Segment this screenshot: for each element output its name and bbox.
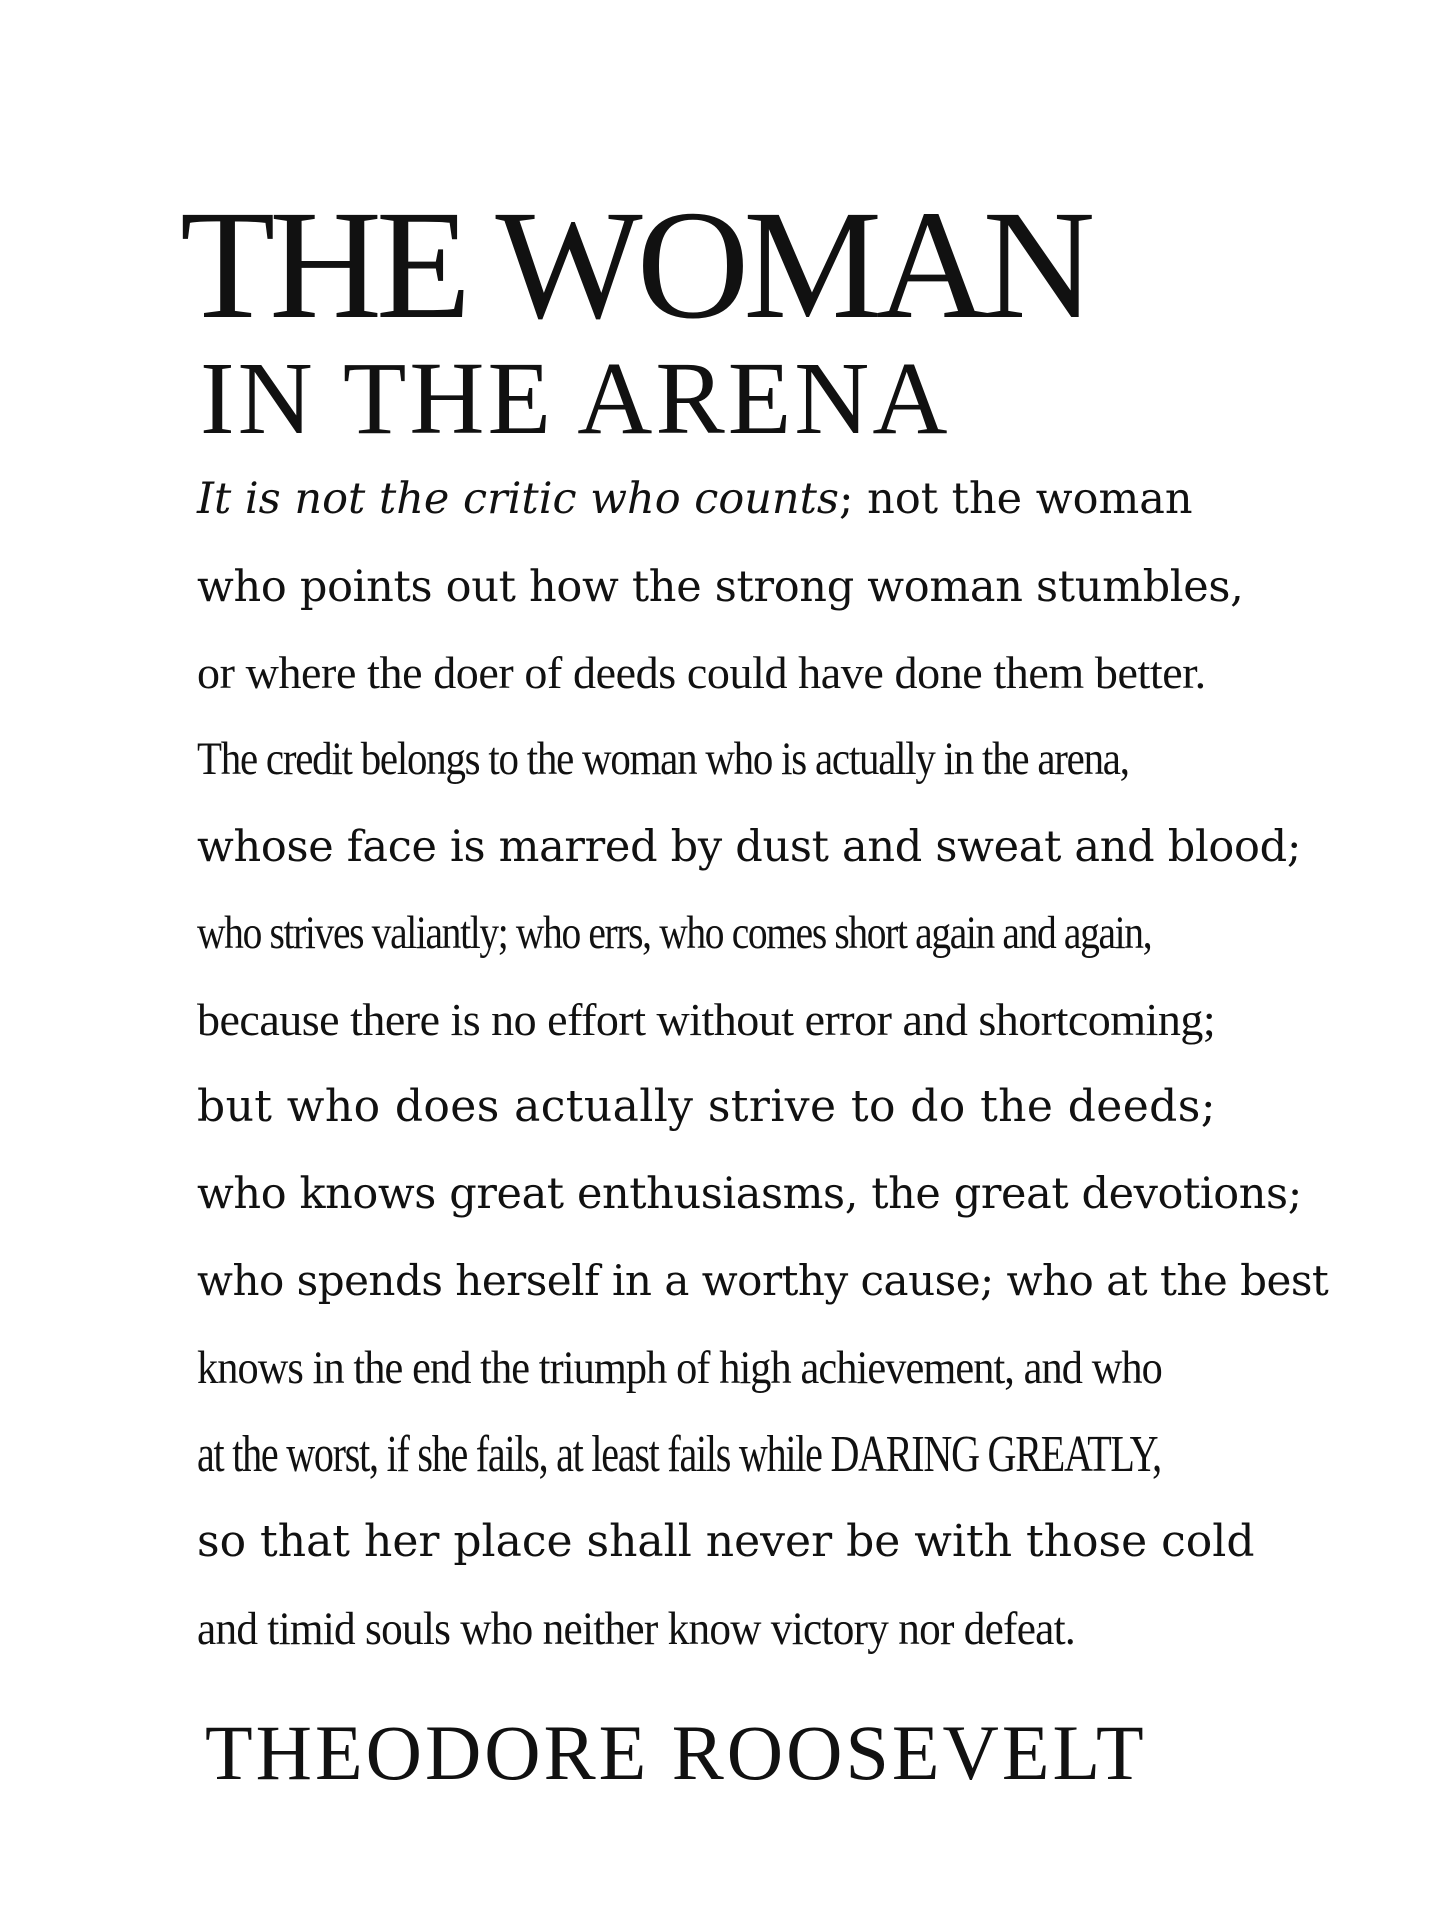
quote-line-11: knows in the end the triumph of high achievement, and who: [197, 1342, 1162, 1394]
quote-line-6: who strives valiantly; who errs, who comes short again and again,: [197, 907, 1152, 959]
poster-title-line-1: THE WOMAN: [180, 178, 1090, 351]
quote-line-7: because there is no effort without error and shortcoming;: [197, 994, 1216, 1045]
quote-line-1: [197, 474, 1267, 524]
quote-line-14: and timid souls who neither know victory nor defeat.: [197, 1603, 1075, 1655]
quote-line-13: so that her place shall never be with those cold: [197, 1516, 1255, 1567]
quote-line-10: who spends herself in a worthy cause; who at the best: [197, 1256, 1329, 1305]
quote-line-1-italic: It is not the critic who counts: [197, 474, 839, 524]
quote-line-3: or where the doer of deeds could have done them better.: [197, 647, 1206, 698]
quote-line-4: The credit belongs to the woman who is actually in the arena,: [197, 733, 1129, 785]
quote-author: THEODORE ROOSEVELT: [205, 1709, 1147, 1796]
quote-line-12: at the worst, if she fails, at least fails while DARING GREATLY,: [197, 1426, 1161, 1483]
quote-line-2: who points out how the strong woman stumbles,: [197, 562, 1244, 612]
quote-line-8: but who does actually strive to do the deeds;: [197, 1081, 1216, 1132]
poster-title-line-2: IN THE ARENA: [200, 341, 951, 456]
quote-line-5: whose face is marred by dust and sweat and blood;: [197, 822, 1302, 872]
quote-line-9: who knows great enthusiasms, the great devotions;: [197, 1169, 1302, 1219]
quote-line-1-rest: ; not the woman: [838, 474, 1193, 524]
